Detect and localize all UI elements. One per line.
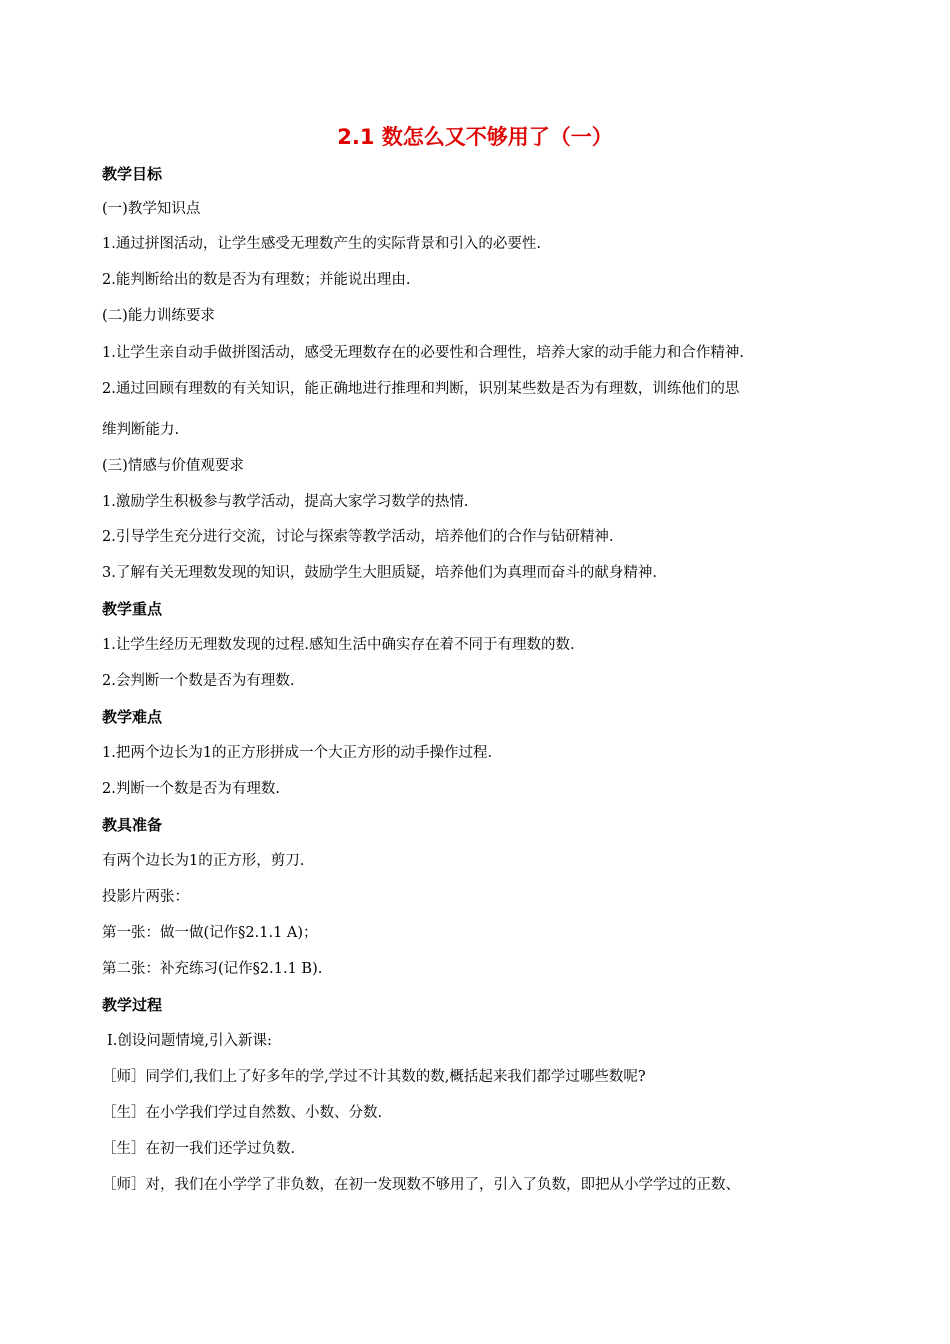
text-line: 第二张：补充练习(记作§2.1.1 B).	[102, 961, 323, 977]
text-line: 1.通过拼图活动，让学生感受无理数产生的实际背景和引入的必要性.	[102, 236, 541, 252]
text-line: ［师］同学们,我们上了好多年的学,学过不计其数的数,概括起来我们都学过哪些数呢?	[102, 1069, 646, 1085]
text-line: 1.让学生亲自动手做拼图活动，感受无理数存在的必要性和合理性，培养大家的动手能力和合作精神.	[102, 345, 744, 361]
section-heading-difficulties: 教学难点	[102, 708, 163, 726]
text-line: ［生］在小学我们学过自然数、小数、分数.	[102, 1105, 383, 1121]
text-line: 2.会判断一个数是否为有理数.	[102, 673, 295, 689]
text-line: 2.能判断给出的数是否为有理数；并能说出理由.	[102, 272, 411, 288]
text-line: (三)情感与价值观要求	[102, 458, 244, 474]
text-line: ［师］对，我们在小学学了非负数，在初一发现数不够用了，引入了负数，即把从小学学过的正数、	[102, 1177, 740, 1193]
text-line: ［生］在初一我们还学过负数.	[102, 1141, 296, 1157]
document-title: 2.1 数怎么又不够用了（一）	[337, 125, 613, 149]
section-heading-materials: 教具准备	[102, 816, 163, 834]
text-line: 第一张：做一做(记作§2.1.1 A)；	[102, 925, 318, 941]
text-line: 1.让学生经历无理数发现的过程.感知生活中确实存在着不同于有理数的数.	[102, 637, 575, 653]
section-heading-process: 教学过程	[102, 996, 163, 1014]
text-line: (一)教学知识点	[102, 201, 201, 217]
text-line: Ⅰ.创设问题情境,引入新课:	[107, 1033, 272, 1049]
text-line: 2.通过回顾有理数的有关知识，能正确地进行推理和判断，识别某些数是否为有理数，训练他们的思	[102, 381, 740, 397]
text-line: 投影片两张：	[102, 889, 189, 905]
text-line: 2.判断一个数是否为有理数.	[102, 781, 280, 797]
text-line: 维判断能力.	[102, 422, 180, 438]
text-line: 1.把两个边长为1的正方形拼成一个大正方形的动手操作过程.	[102, 745, 493, 761]
text-line: 2.引导学生充分进行交流，讨论与探索等教学活动，培养他们的合作与钻研精神.	[102, 529, 614, 545]
text-line: 有两个边长为1的正方形，剪刀.	[102, 853, 305, 869]
section-heading-objectives: 教学目标	[102, 165, 163, 183]
text-line: 1.激励学生积极参与教学活动，提高大家学习数学的热情.	[102, 494, 469, 510]
text-line: 3.了解有关无理数发现的知识，鼓励学生大胆质疑，培养他们为真理而奋斗的献身精神.	[102, 565, 657, 581]
text-line: (二)能力训练要求	[102, 308, 215, 324]
section-heading-key-points: 教学重点	[102, 600, 163, 618]
